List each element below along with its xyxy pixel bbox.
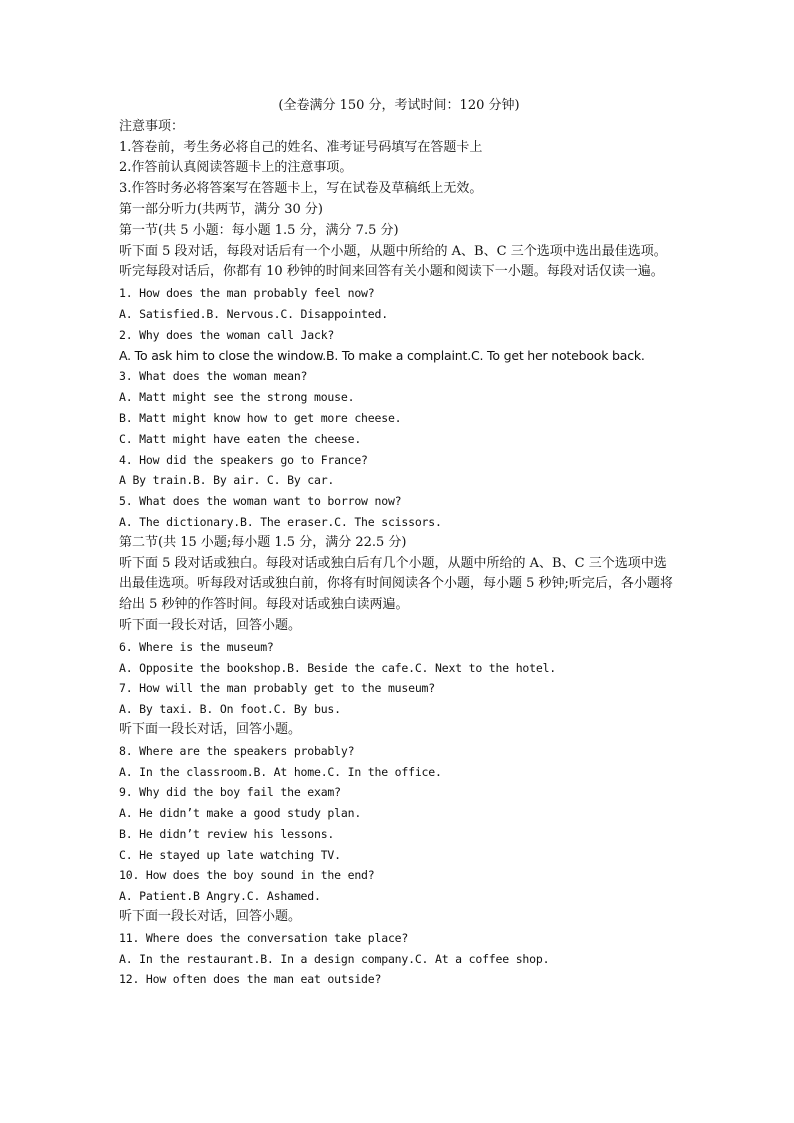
notice-item-1: 1.答卷前，考生务必将自己的姓名、准考证号码填写在答题卡上 [119,139,483,155]
question-1: 1. How does the man probably feel now? [119,286,375,301]
dialogue-lead-1: 听下面一段长对话，回答小题。 [119,617,302,633]
question-1-options: A. Satisfied.B. Nervous.C. Disappointed. [119,306,388,321]
question-10-options: A. Patient.B Angry.C. Ashamed. [119,889,321,904]
notice-item-2: 2.作答前认真阅读答题卡上的注意事项。 [119,160,353,176]
question-4-options: A By train.B. By air. C. By car. [119,473,335,488]
question-9-option-c: C. He stayed up late watching TV. [119,847,341,862]
question-5: 5. What does the woman want to borrow now? [119,494,402,509]
question-10: 10. How does the boy sound in the end? [119,868,375,883]
exam-header: (全卷满分 150 分，考试时间：120 分钟) [278,98,520,113]
question-6-options: A. Opposite the bookshop.B. Beside the cafe.C. Next to the hotel. [119,660,557,675]
question-5-options: A. The dictionary.B. The eraser.C. The scissors. [119,514,442,529]
part1-heading: 第一部分听力(共两节，满分 30 分) [119,201,323,217]
exam-page [119,96,679,990]
question-7-options: A. By taxi. B. On foot.C. By bus. [119,702,341,717]
question-8-options: A. In the classroom.B. At home.C. In the office. [119,764,442,779]
question-3-option-c: C. Matt might have eaten the cheese. [119,431,362,446]
notice-item-3: 3.作答时务必将答案写在答题卡上，写在试卷及草稿纸上无效。 [119,181,483,197]
notice-title: 注意事项： [119,118,185,134]
question-2: 2. Why does the woman call Jack? [119,327,335,342]
section1-instructions: 听下面 5 段对话，每段对话后有一个小题，从题中所给的 A、B、C 三个选项中选出最佳选项。听完每段对话后，你都有 10 秒钟的时间来回答有关小题和阅读下一小题。每段对话仅读一遍。 [119,243,667,280]
question-11: 11. Where does the conversation take place? [119,930,409,945]
question-11-options: A. In the restaurant.B. In a design company.C. At a coffee shop. [119,951,550,966]
section2-heading: 第二节(共 15 小题;每小题 1.5 分，满分 22.5 分) [119,534,407,550]
question-9: 9. Why did the boy fail the exam? [119,785,341,800]
question-6: 6. Where is the museum? [119,639,274,654]
section2-instructions: 听下面 5 段对话或独白。每段对话或独白后有几个小题，从题中所给的 A、B、C 三个选项中选出最佳选项。听每段对话或独白前，你将有时间阅读各个小题，每小题 5 秒钟;听完后，各小题将给出 5 秒钟的作答时间。每段对话或独白读两遍。 [119,555,673,613]
question-7: 7. How will the man probably get to the museum? [119,681,436,696]
question-9-option-a: A. He didn’t make a good study plan. [119,806,362,821]
dialogue-lead-3: 听下面一段长对话，回答小题。 [119,909,302,925]
question-8: 8. Where are the speakers probably? [119,743,355,758]
section1-heading: 第一节(共 5 小题：每小题 1.5 分，满分 7.5 分) [119,222,399,238]
question-2-options: A. To ask him to close the window.B. To make a complaint.C. To get her notebook back. [119,347,645,363]
dialogue-lead-2: 听下面一段长对话，回答小题。 [119,721,302,737]
question-3-option-a: A. Matt might see the strong mouse. [119,390,355,405]
question-9-option-b: B. He didn’t review his lessons. [119,826,335,841]
question-3-option-b: B. Matt might know how to get more cheese. [119,410,402,425]
question-3: 3. What does the woman mean? [119,369,308,384]
question-4: 4. How did the speakers go to France? [119,452,368,467]
question-12: 12. How often does the man eat outside? [119,972,382,987]
